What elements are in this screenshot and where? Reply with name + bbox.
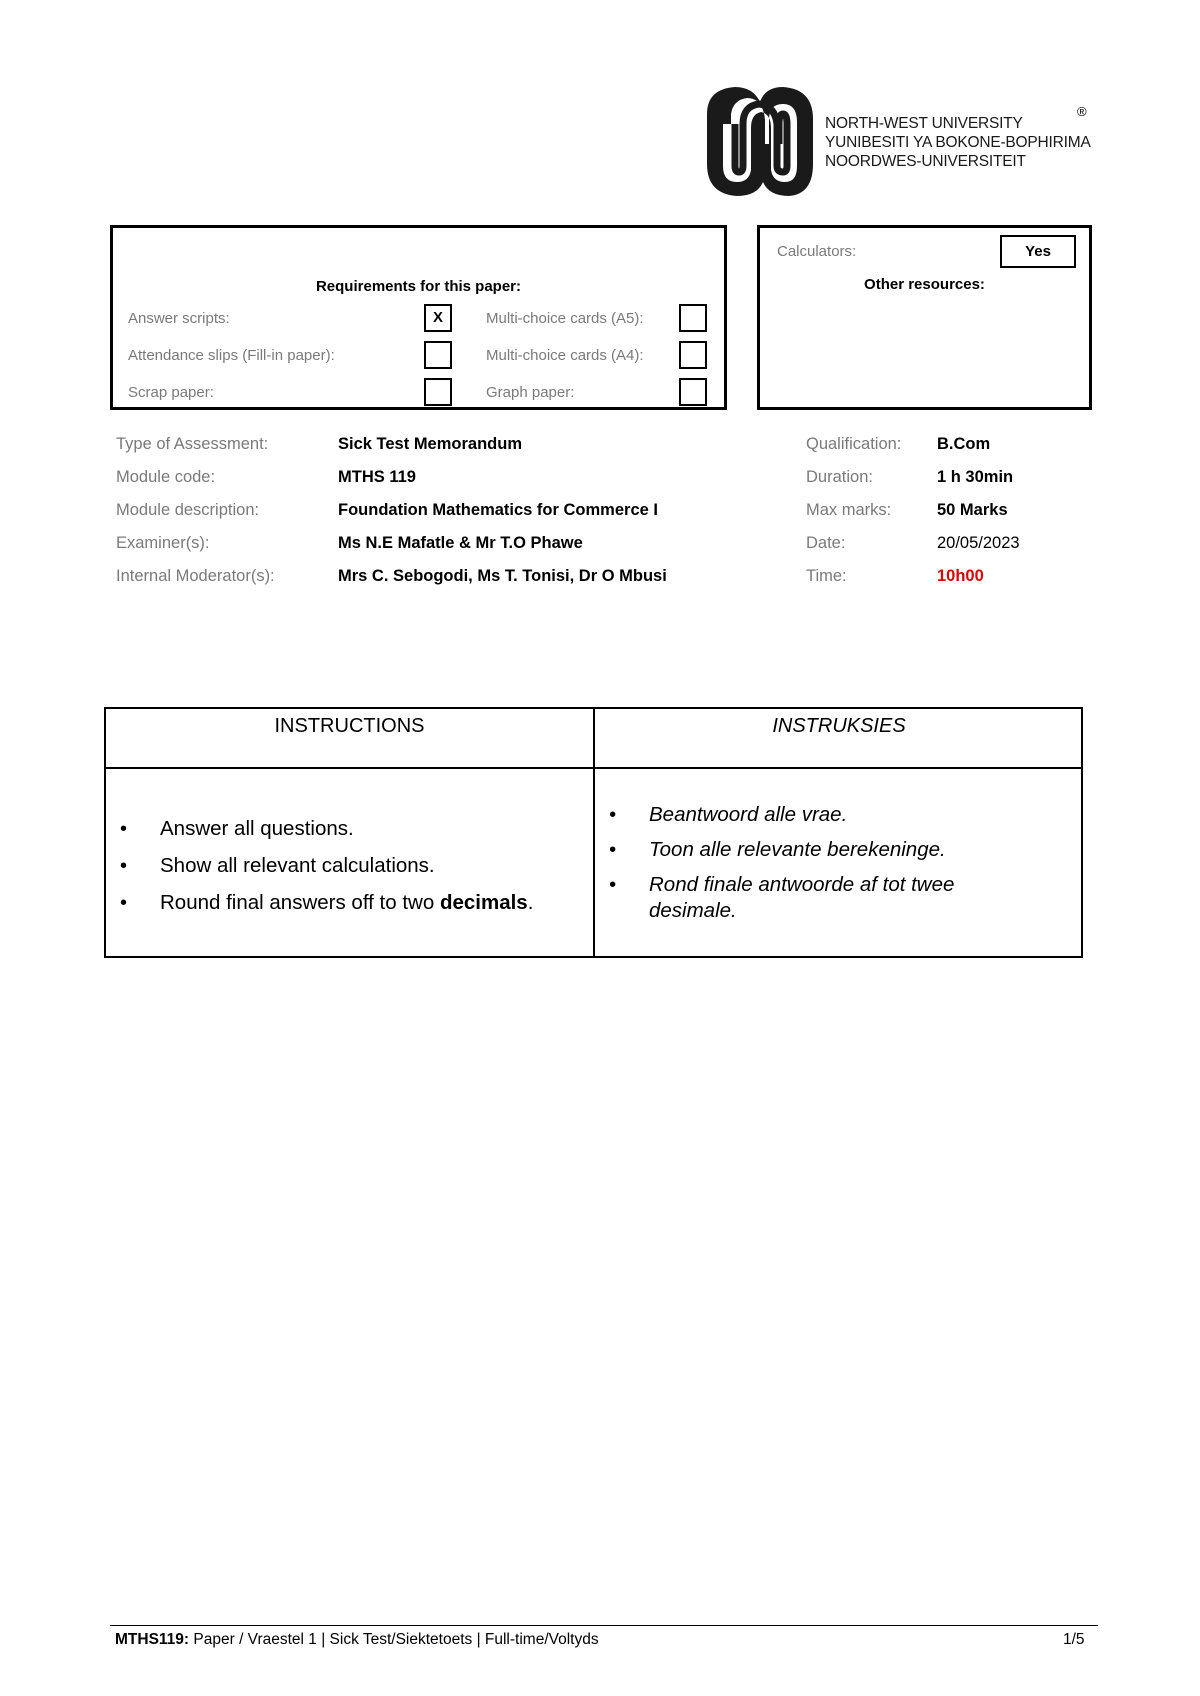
module-description-label: Module description: (116, 501, 260, 519)
footer-text: Paper / Vraestel 1 | Sick Test/Siektetoets | Full-time/Voltyds (189, 1631, 599, 1648)
list-item-text: Round final answers off to two (160, 891, 440, 914)
instructions-heading-en: INSTRUCTIONS (274, 715, 425, 737)
module-code-label: Module code: (116, 468, 216, 486)
max-marks-label: Max marks: (806, 501, 892, 519)
university-name-en: NORTH-WEST UNIVERSITY (825, 115, 1023, 132)
list-item: • Toon alle relevante berekeninge. (601, 837, 1021, 863)
footer-rule (110, 1625, 1098, 1626)
assessment-type-value: Sick Test Memorandum (338, 435, 522, 453)
instructions-table (104, 707, 1083, 958)
scrap-paper-label: Scrap paper: (128, 384, 214, 401)
other-resources-label: Other resources: (864, 276, 985, 293)
scrap-paper-checkbox[interactable] (424, 378, 452, 406)
qualification-value: B.Com (937, 435, 991, 453)
list-item: • Answer all questions. (112, 816, 582, 842)
duration-value: 1 h 30min (937, 468, 1014, 486)
graph-paper-label: Graph paper: (486, 384, 575, 401)
list-item-end: . (527, 891, 534, 914)
multi-choice-a4-label: Multi-choice cards (A4): (486, 347, 644, 364)
nwu-logo-mark (705, 84, 815, 199)
moderators-value: Mrs C. Sebogodi, Ms T. Tonisi, Dr O Mbusi (338, 567, 667, 585)
multi-choice-a5-checkbox[interactable] (679, 304, 707, 332)
time-value: 10h00 (937, 567, 984, 585)
list-item: • Show all relevant calculations. (112, 853, 582, 879)
university-logo (705, 84, 1105, 199)
instructions-list-en (112, 816, 582, 927)
list-item (112, 890, 582, 916)
list-item: • Beantwoord alle vrae. (601, 802, 1021, 828)
max-marks-value: 50 Marks (937, 501, 1008, 519)
module-description-value: Foundation Mathematics for Commerce I (338, 501, 658, 519)
time-label: Time: (806, 567, 847, 585)
qualification-label: Qualification: (806, 435, 902, 453)
graph-paper-checkbox[interactable] (679, 378, 707, 406)
university-name-af: NOORDWES-UNIVERSITEIT (825, 153, 1026, 170)
attendance-slips-label: Attendance slips (Fill-in paper): (128, 347, 335, 364)
examiners-label: Examiner(s): (116, 534, 210, 552)
date-value: 20/05/2023 (937, 534, 1020, 552)
attendance-slips-checkbox[interactable] (424, 341, 452, 369)
instructions-heading-af: INSTRUKSIES (772, 715, 906, 737)
instructions-list-af (601, 802, 1021, 933)
requirements-title: Requirements for this paper: (315, 278, 522, 295)
registered-mark: ® (1077, 104, 1087, 119)
answer-scripts-label: Answer scripts: (128, 310, 230, 327)
duration-label: Duration: (806, 468, 873, 486)
examiners-value: Ms N.E Mafatle & Mr T.O Phawe (338, 534, 583, 552)
page-footer (115, 1631, 599, 1649)
table-divider-horizontal (106, 767, 1081, 769)
multi-choice-a4-checkbox[interactable] (679, 341, 707, 369)
requirements-box (110, 225, 727, 410)
moderators-label: Internal Moderator(s): (116, 567, 275, 585)
answer-scripts-checkbox[interactable]: X (424, 304, 452, 332)
multi-choice-a5-label: Multi-choice cards (A5): (486, 310, 644, 327)
list-item-bold: decimals (439, 891, 528, 914)
list-item: • Rond finale antwoorde af tot twee desimale. (601, 872, 1021, 924)
footer-module-code: MTHS119: (115, 1631, 190, 1648)
date-label: Date: (806, 534, 846, 552)
calculators-label: Calculators: (777, 243, 857, 260)
module-code-value: MTHS 119 (338, 468, 416, 486)
table-divider-vertical (593, 709, 595, 956)
calculators-box (757, 225, 1092, 410)
assessment-type-label: Type of Assessment: (116, 435, 269, 453)
university-name-tn: YUNIBESITI YA BOKONE-BOPHIRIMA (825, 134, 1091, 151)
page-number: 1/5 (1063, 1631, 1085, 1648)
university-name (825, 114, 1091, 171)
calculators-value: Yes (1000, 235, 1076, 268)
